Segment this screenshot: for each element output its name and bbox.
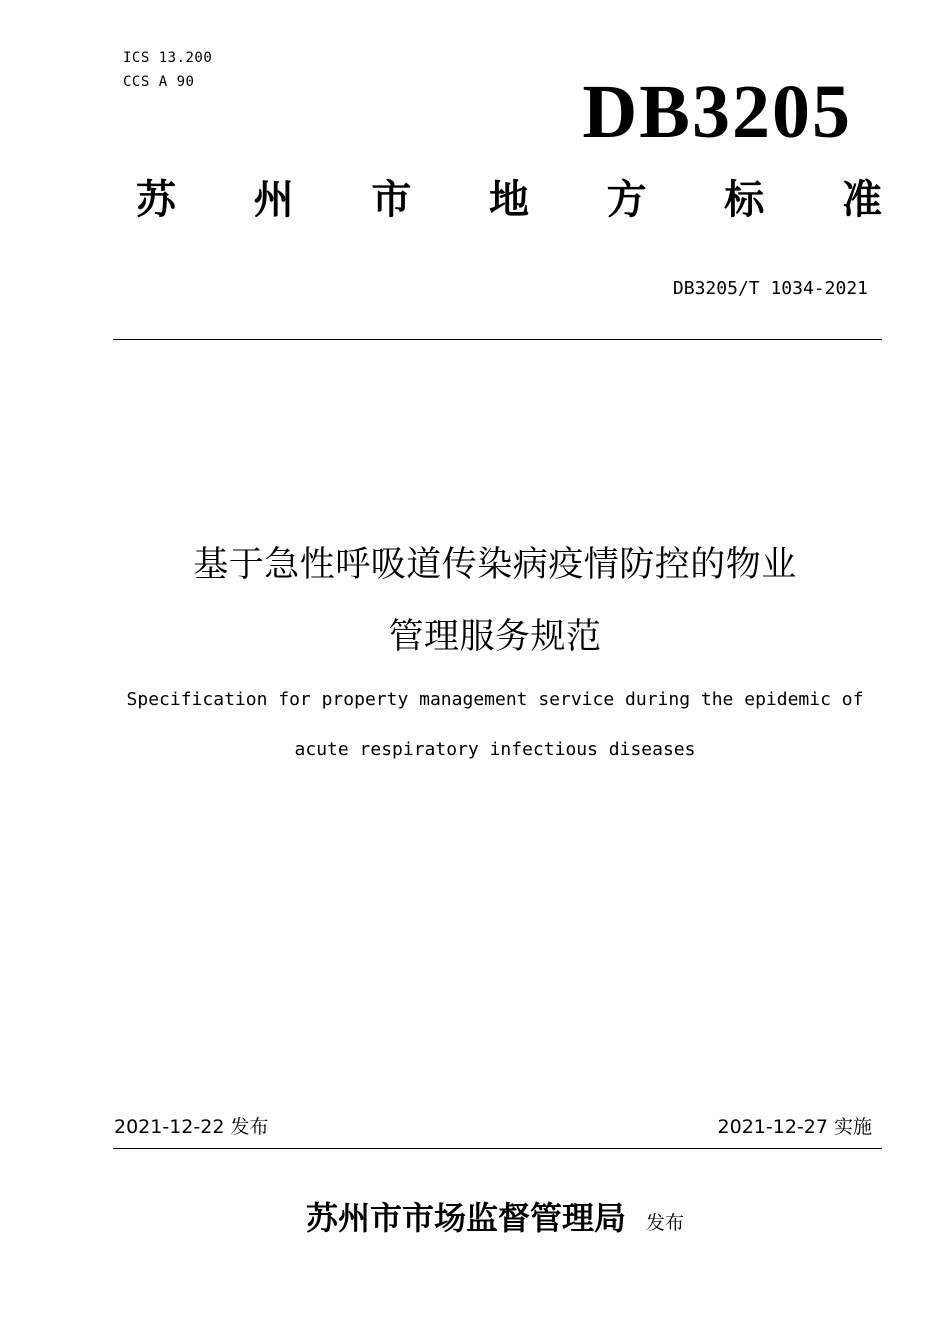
standard-code-logo: DB3205 xyxy=(582,70,852,154)
standard-type-char: 州 xyxy=(253,176,294,223)
ics-code: ICS 13.200 xyxy=(123,50,213,66)
standard-type-heading xyxy=(136,174,882,226)
bottom-divider xyxy=(113,1148,882,1149)
standard-type-char: 标 xyxy=(724,176,765,223)
standard-type-char: 苏 xyxy=(136,176,176,223)
issue-date: 2021-12-22 发布 xyxy=(114,1116,269,1138)
title-chinese-line2: 管理服务规范 xyxy=(388,617,602,657)
title-english-line1: Specification for property management service during the epidemic of xyxy=(126,689,864,710)
standard-type-char: 方 xyxy=(606,176,647,223)
publisher-row xyxy=(0,1196,950,1240)
publish-label: 发布 xyxy=(646,1212,685,1234)
top-divider xyxy=(113,339,882,340)
standard-number: DB3205/T 1034-2021 xyxy=(672,278,868,299)
standard-type-char: 准 xyxy=(841,176,882,223)
standard-type-char: 市 xyxy=(371,176,412,223)
standard-type-char: 地 xyxy=(488,176,529,223)
implementation-date: 2021-12-27 实施 xyxy=(717,1116,872,1138)
title-chinese-line1: 基于急性呼吸道传染病疫情防控的物业 xyxy=(193,545,797,585)
publisher-name: 苏州市市场监督管理局 xyxy=(305,1199,626,1237)
ccs-code: CCS A 90 xyxy=(123,74,195,90)
title-english-line2: acute respiratory infectious diseases xyxy=(294,739,696,760)
